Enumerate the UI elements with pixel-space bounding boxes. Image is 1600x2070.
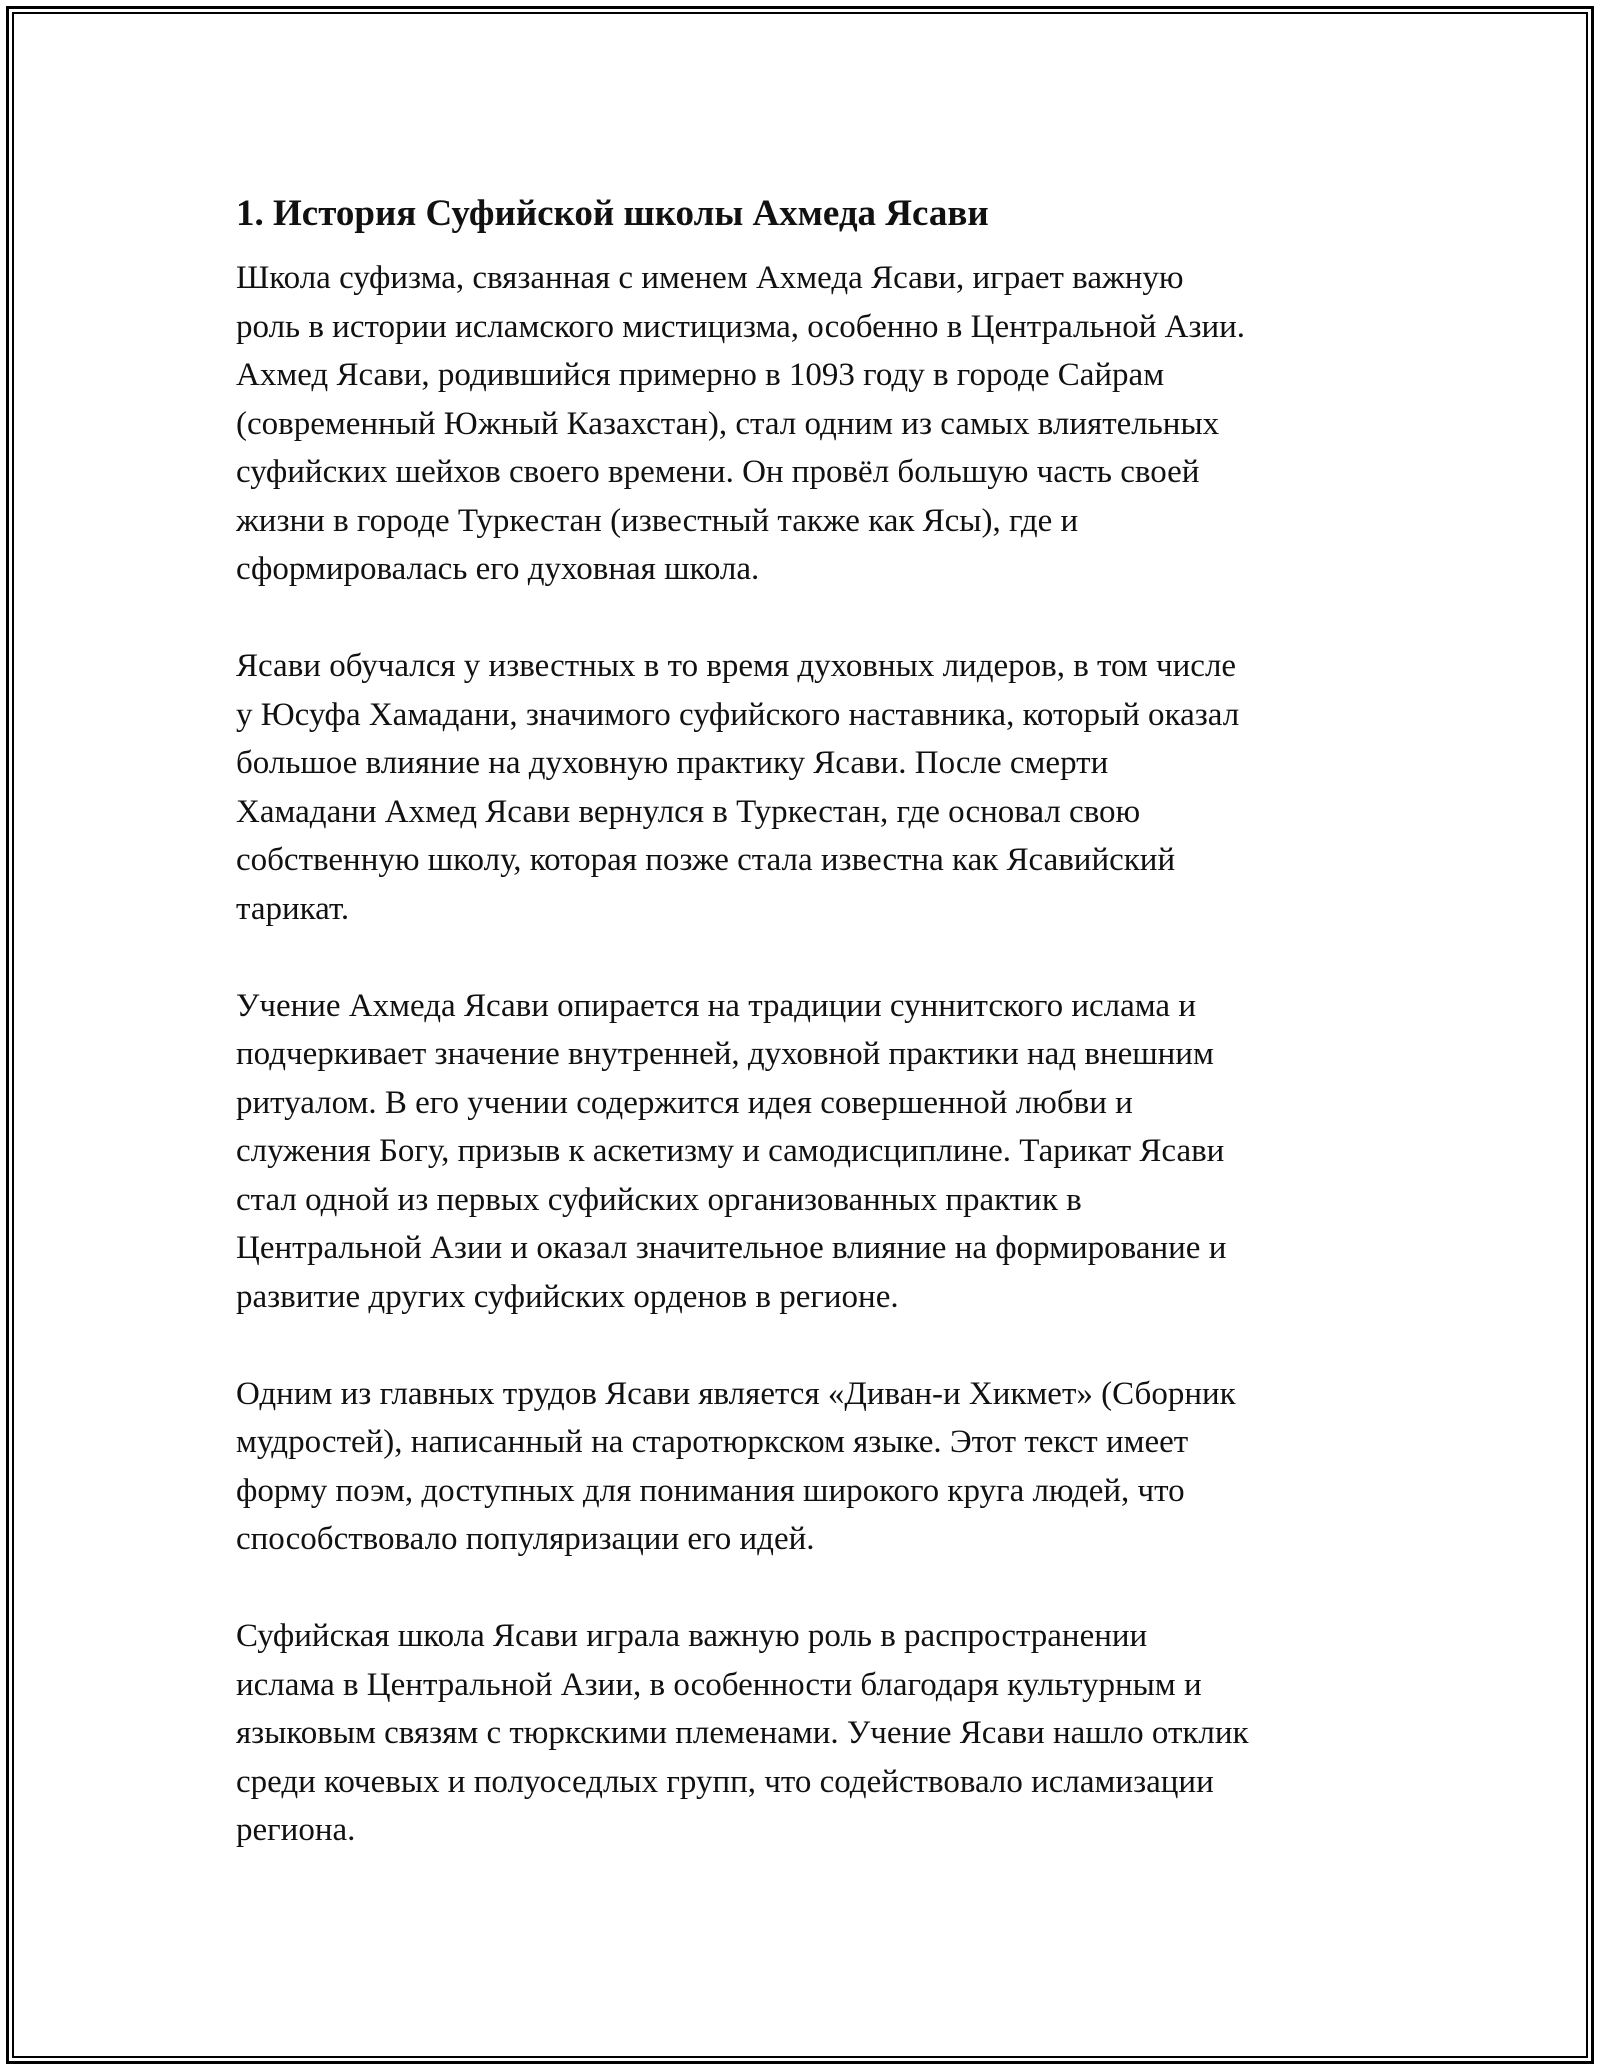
text-line: собственную школу, которая позже стала известна как Ясавийский xyxy=(236,842,1176,878)
paragraph xyxy=(236,982,1386,1322)
text-line: большое влияние на духовную практику Ясави. После смерти xyxy=(236,745,1109,781)
text-line: Одним из главных трудов Ясави является «Диван-и Хикмет» (Сборник xyxy=(236,1375,1236,1412)
text-line: языковым связям с тюркскими племенами. Учение Ясави нашло отклик xyxy=(236,1715,1249,1751)
text-line: Ахмед Ясави, родившийся примерно в 1093 году в городе Сайрам xyxy=(236,357,1165,393)
section-heading: 1. История Суфийской школы Ахмеда Ясави xyxy=(236,193,989,234)
text-line: Суфийская школа Ясави играла важную роль в распространении xyxy=(236,1618,1148,1654)
text-line: мудростей), написанный на старотюркском языке. Этот текст имеет xyxy=(236,1424,1189,1460)
text-line: форму поэм, доступных для понимания широкого круга людей, что xyxy=(236,1472,1185,1509)
document-body xyxy=(236,184,1386,1903)
text-line: подчеркивает значение внутренней, духовной практики над внешним xyxy=(236,1036,1214,1072)
text-line: среди кочевых и полуоседлых групп, что содействовало исламизации xyxy=(236,1763,1214,1800)
text-line: ислама в Центральной Азии, в особенности благодаря культурным и xyxy=(236,1666,1202,1703)
text-line: региона. xyxy=(236,1812,356,1848)
text-line: Хамадани Ахмед Ясави вернулся в Туркестан, где основал свою xyxy=(236,793,1141,830)
text-line: служения Богу, призыв к аскетизму и самодисциплине. Тарикат Ясави xyxy=(236,1133,1225,1169)
text-line: у Юсуфа Хамадани, значимого суфийского наставника, который оказал xyxy=(236,696,1240,733)
text-line: Школа суфизма, связанная с именем Ахмеда Ясави, играет важную xyxy=(236,260,1184,296)
text-line: роль в истории исламского мистицизма, особенно в Центральной Азии. xyxy=(236,308,1246,345)
paragraph-list xyxy=(236,254,1386,1855)
text-line: развитие других суфийских орденов в регионе. xyxy=(236,1278,899,1315)
text-line: (современный Южный Казахстан), стал одним из самых влиятельных xyxy=(236,405,1220,442)
paragraph xyxy=(236,1370,1386,1564)
text-line: Учение Ахмеда Ясави опирается на традиции суннитского ислама и xyxy=(236,987,1196,1024)
paragraph xyxy=(236,642,1386,933)
text-line: ритуалом. В его учении содержится идея совершенной любви и xyxy=(236,1084,1133,1121)
text-line: способствовало популяризации его идей. xyxy=(236,1521,815,1557)
text-line: Центральной Азии и оказал значительное влияние на формирование и xyxy=(236,1230,1227,1266)
text-line: суфийских шейхов своего времени. Он провёл большую часть своей xyxy=(236,454,1200,490)
paragraph xyxy=(236,1612,1386,1855)
paragraph xyxy=(236,254,1386,594)
text-line: тарикат. xyxy=(236,890,350,927)
text-line: сформировалась его духовная школа. xyxy=(236,551,760,587)
text-line: Ясави обучался у известных в то время духовных лидеров, в том числе xyxy=(236,648,1237,684)
text-line: жизни в городе Туркестан (известный также как Ясы), где и xyxy=(236,502,1079,539)
text-line: стал одной из первых суфийских организованных практик в xyxy=(236,1181,1082,1218)
